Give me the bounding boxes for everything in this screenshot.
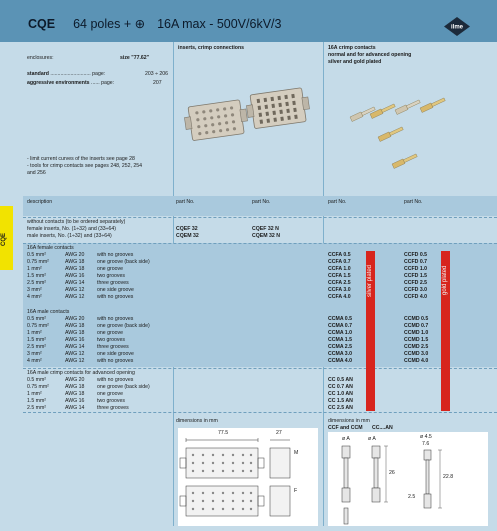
wire-section: 1.5 mm² (27, 273, 47, 279)
awg-size: AWG 12 (65, 351, 85, 357)
groove-desc: with no grooves (97, 252, 134, 258)
awg-size: AWG 12 (65, 358, 85, 364)
wire-section: 0.75 mm² (27, 384, 49, 390)
note-3: and 256 (27, 170, 46, 176)
silver-part-no: CCFA 1.0 (328, 266, 351, 272)
standard-value: 203 ÷ 206 (145, 71, 169, 77)
awg-size: AWG 16 (65, 398, 85, 404)
dim-22-8: 22.8 (443, 474, 454, 480)
gold-part-no: CCFD 1.5 (404, 273, 428, 279)
female-inserts-desc: female inserts, No. (1÷32) and (33÷64) (27, 226, 117, 232)
col-part-no-1: part No. (176, 199, 195, 205)
groove-desc: with no grooves (97, 294, 134, 300)
advanced-contacts-title: 16A male crimp contacts for advanced opening (27, 370, 135, 376)
gold-part-no: CCFD 4.0 (404, 294, 428, 300)
awg-size: AWG 12 (65, 287, 85, 293)
wire-section: 1 mm² (27, 266, 42, 272)
row-divider (23, 368, 497, 369)
part-cqem-32: CQEM 32 (176, 233, 199, 239)
silver-part-no: CCMA 1.0 (328, 330, 353, 336)
crimp-contacts-image-icon (340, 92, 460, 172)
standard-label: standard ............................ page: (27, 71, 106, 77)
groove-desc: with no grooves (97, 377, 134, 383)
groove-desc: two grooves (97, 337, 125, 343)
awg-size: AWG 14 (65, 344, 85, 350)
wire-section: 4 mm² (27, 294, 42, 300)
wire-section: 2.5 mm² (27, 405, 47, 411)
gold-part-no: CCFD 0.5 (404, 252, 428, 258)
groove-desc: three grooves (97, 280, 129, 286)
gold-part-no: CCMD 1.5 (404, 337, 429, 343)
dimensions-title-right: dimensions in mm (328, 418, 370, 424)
awg-size: AWG 18 (65, 384, 85, 390)
silver-part-no: CCMA 4.0 (328, 358, 353, 364)
wire-section: 0.5 mm² (27, 377, 47, 383)
groove-desc: two grooves (97, 273, 125, 279)
insert-dimension-drawing (178, 428, 318, 526)
awg-size: AWG 18 (65, 330, 85, 336)
enclosures-value: size "77.62" (120, 55, 150, 61)
row-divider (23, 243, 497, 244)
silver-part-no: CCFA 0.5 (328, 252, 351, 258)
silver-part-no: CC 1.0 AN (328, 391, 353, 397)
awg-size: AWG 20 (65, 252, 85, 258)
awg-size: AWG 14 (65, 405, 85, 411)
gold-part-no: CCMD 3.0 (404, 351, 429, 357)
gold-part-no: CCMD 4.0 (404, 358, 429, 364)
without-contacts-title: without contacts (to be ordered separately) (27, 219, 126, 225)
row-divider (23, 412, 497, 413)
gold-part-no: CCFD 2.5 (404, 280, 428, 286)
groove-desc: with no grooves (97, 358, 134, 364)
silver-part-no: CCFA 4.0 (328, 294, 351, 300)
groove-desc: one groove (97, 391, 123, 397)
aggressive-value: 207 (153, 80, 162, 86)
row-divider (23, 217, 497, 218)
note-1: - limit current curves of the inserts see page 28 (27, 156, 135, 162)
dim-m-label: M (294, 450, 299, 456)
wire-section: 0.5 mm² (27, 316, 47, 322)
dim-77-5: 77.5 (218, 430, 229, 436)
contacts-heading-1: 16A crimp contacts (328, 45, 376, 51)
wire-section: 0.5 mm² (27, 252, 47, 258)
groove-desc: one groove (97, 330, 123, 336)
awg-size: AWG 12 (65, 294, 85, 300)
groove-desc: one side groove (97, 287, 134, 293)
insert-drawing-icon (178, 428, 318, 526)
dim-2-5: 2.5 (408, 494, 416, 500)
silver-part-no: CC 0.5 AN (328, 377, 353, 383)
silver-part-no: CCMA 2.5 (328, 344, 353, 350)
groove-desc: one groove (back side) (97, 384, 150, 390)
groove-desc: one groove (back side) (97, 323, 150, 329)
silver-part-no: CC 1.5 AN (328, 398, 353, 404)
contact-dimension-drawing (328, 432, 488, 526)
ccf-ccm-label: CCF and CCM (328, 425, 363, 431)
contact-drawing-icon (328, 432, 488, 526)
wire-section: 1.5 mm² (27, 337, 47, 343)
side-tab (0, 206, 13, 270)
wire-section: 3 mm² (27, 287, 42, 293)
silver-part-no: CCFA 3.0 (328, 287, 351, 293)
aggressive-label: aggressive environments ...... page: (27, 80, 115, 86)
dimensions-title-left: dimensions in mm (176, 418, 218, 424)
wire-section: 2.5 mm² (27, 344, 47, 350)
enclosures-label: enclosures: (27, 55, 54, 61)
silver-part-no: CCFA 2.5 (328, 280, 351, 286)
gold-part-no: CCMD 1.0 (404, 330, 429, 336)
dim-phi-4-5: ø 4.5 (420, 434, 432, 440)
wire-section: 0.75 mm² (27, 323, 49, 329)
dim-26: 26 (389, 470, 395, 476)
gold-part-no: CCMD 2.5 (404, 344, 429, 350)
silver-part-no: CCFA 1.5 (328, 273, 351, 279)
silver-part-no: CC 2.5 AN (328, 405, 353, 411)
awg-size: AWG 18 (65, 391, 85, 397)
inserts-illustration (180, 85, 310, 170)
dim-phi-a: ø A (342, 436, 350, 442)
groove-desc: three grooves (97, 405, 129, 411)
cc-an-label: CC....AN (372, 425, 393, 431)
wire-section: 0.75 mm² (27, 259, 49, 265)
series-code: CQE (28, 17, 56, 31)
page-title (28, 16, 281, 31)
groove-desc: one groove (97, 266, 123, 272)
silver-plated-label: silver plated (367, 264, 373, 297)
col-description: description (27, 199, 53, 205)
silver-part-no: CCFA 0.7 (328, 259, 351, 265)
groove-desc: one groove (back side) (97, 259, 150, 265)
col-part-no-3: part No. (328, 199, 347, 205)
awg-size: AWG 20 (65, 316, 85, 322)
part-cqem-32n: CQEM 32 N (252, 233, 280, 239)
svg-text:ilme: ilme (450, 24, 464, 31)
inserts-heading: inserts, crimp connections (178, 45, 245, 51)
contacts-heading-3: silver and gold plated (328, 59, 382, 65)
gold-plated-bar (441, 251, 450, 411)
dim-phi-a-2: ø A (368, 436, 376, 442)
awg-size: AWG 18 (65, 266, 85, 272)
groove-desc: with no grooves (97, 316, 134, 322)
dim-27: 27 (276, 430, 282, 436)
male-contacts-title: 16A male contacts (27, 309, 70, 315)
wire-section: 2.5 mm² (27, 280, 47, 286)
inserts-image-icon (180, 85, 310, 170)
gold-part-no: CCMD 0.5 (404, 316, 429, 322)
silver-plated-bar (366, 251, 375, 411)
part-cqef-32: CQEF 32 (176, 226, 198, 232)
contacts-heading-2: normal and for advanced opening (328, 52, 412, 58)
male-inserts-desc: male inserts, No. (1÷32) and (33÷64) (27, 233, 112, 239)
awg-size: AWG 18 (65, 323, 85, 329)
note-2: - tools for crimp contacts see pages 248, 252, 254 (27, 163, 143, 169)
side-tab-label: CQE (1, 232, 7, 246)
gold-part-no: CCFD 3.0 (404, 287, 428, 293)
awg-size: AWG 18 (65, 259, 85, 265)
wire-section: 1.5 mm² (27, 398, 47, 404)
dim-f-label: F (294, 488, 298, 494)
wire-section: 3 mm² (27, 351, 42, 357)
dim-7-6: 7.6 (422, 441, 430, 447)
rating-text: 16A max - 500V/6kV/3 (157, 17, 282, 31)
awg-size: AWG 14 (65, 280, 85, 286)
gold-part-no: CCFD 1.0 (404, 266, 428, 272)
part-cqef-32n: CQEF 32 N (252, 226, 279, 232)
gold-plated-label: gold plated (442, 265, 448, 295)
groove-desc: one side groove (97, 351, 134, 357)
awg-size: AWG 20 (65, 377, 85, 383)
col-part-no-4: part No. (404, 199, 423, 205)
wire-section: 4 mm² (27, 358, 42, 364)
wire-section: 1 mm² (27, 330, 42, 336)
col-part-no-2: part No. (252, 199, 271, 205)
awg-size: AWG 16 (65, 337, 85, 343)
poles-text: 64 poles + ⊕ (73, 17, 146, 31)
groove-desc: three grooves (97, 344, 129, 350)
silver-part-no: CCMA 0.5 (328, 316, 353, 322)
gold-part-no: CCFD 0.7 (404, 259, 428, 265)
female-contacts-title: 16A female contacts (27, 245, 74, 251)
silver-part-no: CCMA 1.5 (328, 337, 353, 343)
silver-part-no: CCMA 0.7 (328, 323, 353, 329)
silver-part-no: CC 0.7 AN (328, 384, 353, 390)
gold-part-no: CCMD 0.7 (404, 323, 429, 329)
awg-size: AWG 16 (65, 273, 85, 279)
groove-desc: two grooves (97, 398, 125, 404)
silver-part-no: CCMA 3.0 (328, 351, 353, 357)
wire-section: 1 mm² (27, 391, 42, 397)
brand-logo-icon (444, 17, 470, 36)
